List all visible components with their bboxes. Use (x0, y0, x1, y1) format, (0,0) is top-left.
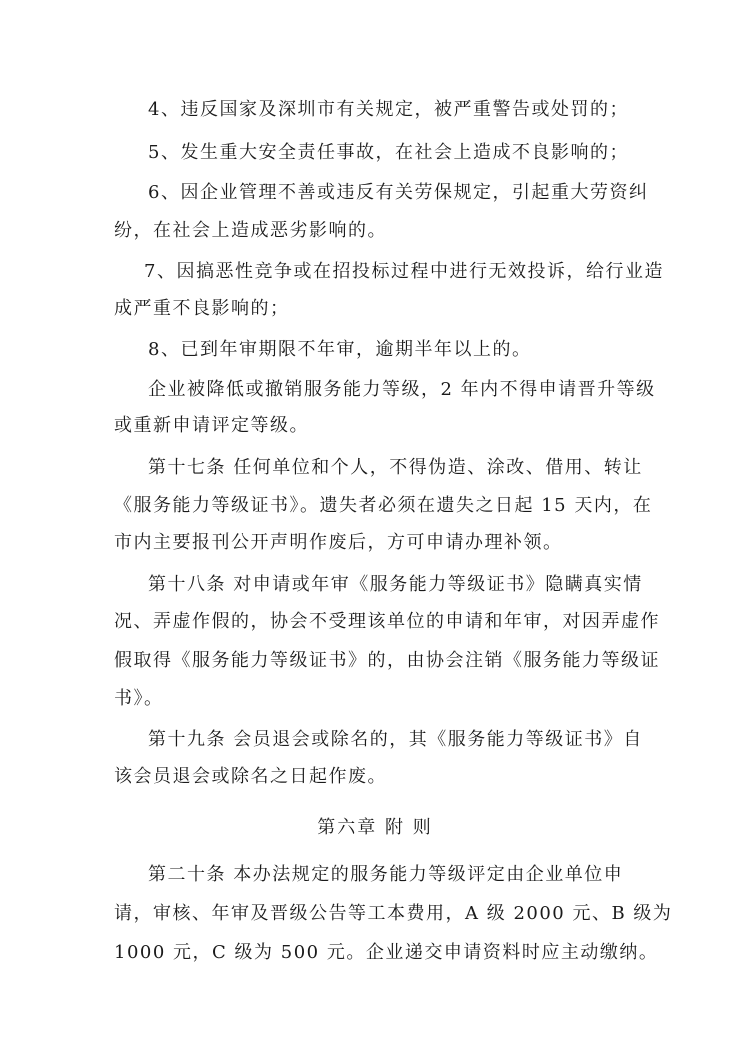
paragraph-line: 7、因搞恶性竞争或在招投标过程中进行无效投诉，给行业造 (144, 261, 664, 282)
paragraph-line: 请，审核、年审及晋级公告等工本费用，A 级 2000 元、B 级为 (114, 903, 673, 924)
paragraph-line: 市内主要报刊公开声明作废后，方可申请办理补领。 (114, 532, 563, 553)
paragraph-line: 4、违反国家及深圳市有关规定，被严重警告或处罚的； (148, 99, 629, 120)
paragraph-line: 第十九条 会员退会或除名的，其《服务能力等级证书》自 (148, 729, 643, 750)
paragraph-line: 该会员退会或除名之日起作废。 (114, 766, 387, 787)
paragraph-line: 书》。 (114, 688, 164, 709)
paragraph-line: 况、弄虚作假的，协会不受理该单位的申请和年审，对因弄虚作 (114, 611, 660, 632)
paragraph-line: 成严重不良影响的； (114, 298, 290, 319)
paragraph-line: 第十七条 任何单位和个人，不得伪造、涂改、借用、转让 (148, 457, 643, 478)
paragraph-line: 《服务能力等级证书》。遗失者必须在遗失之日起 15 天内，在 (114, 495, 653, 516)
paragraph-line: 6、因企业管理不善或违反有关劳保规定，引起重大劳资纠 (148, 182, 649, 203)
paragraph-line: 企业被降低或撤销服务能力等级，2 年内不得申请晋升等级 (148, 379, 656, 400)
paragraph-line: 5、发生重大安全责任事故，在社会上造成不良影响的； (148, 142, 629, 163)
paragraph-line: 假取得《服务能力等级证书》的，由协会注销《服务能力等级证 (114, 650, 660, 671)
paragraph-line: 1000 元，C 级为 500 元。企业递交申请资料时应主动缴纳。 (114, 942, 659, 963)
chapter-heading: 第六章 附 则 (317, 817, 433, 838)
paragraph-line: 第十八条 对申请或年审《服务能力等级证书》隐瞒真实情 (148, 574, 643, 595)
paragraph-line: 或重新申请评定等级。 (114, 415, 309, 436)
paragraph-line: 纷，在社会上造成恶劣影响的。 (114, 220, 387, 241)
paragraph-line: 8、已到年审期限不年审，逾期半年以上的。 (148, 339, 532, 360)
paragraph-line: 第二十条 本办法规定的服务能力等级评定由企业单位申 (148, 864, 624, 885)
